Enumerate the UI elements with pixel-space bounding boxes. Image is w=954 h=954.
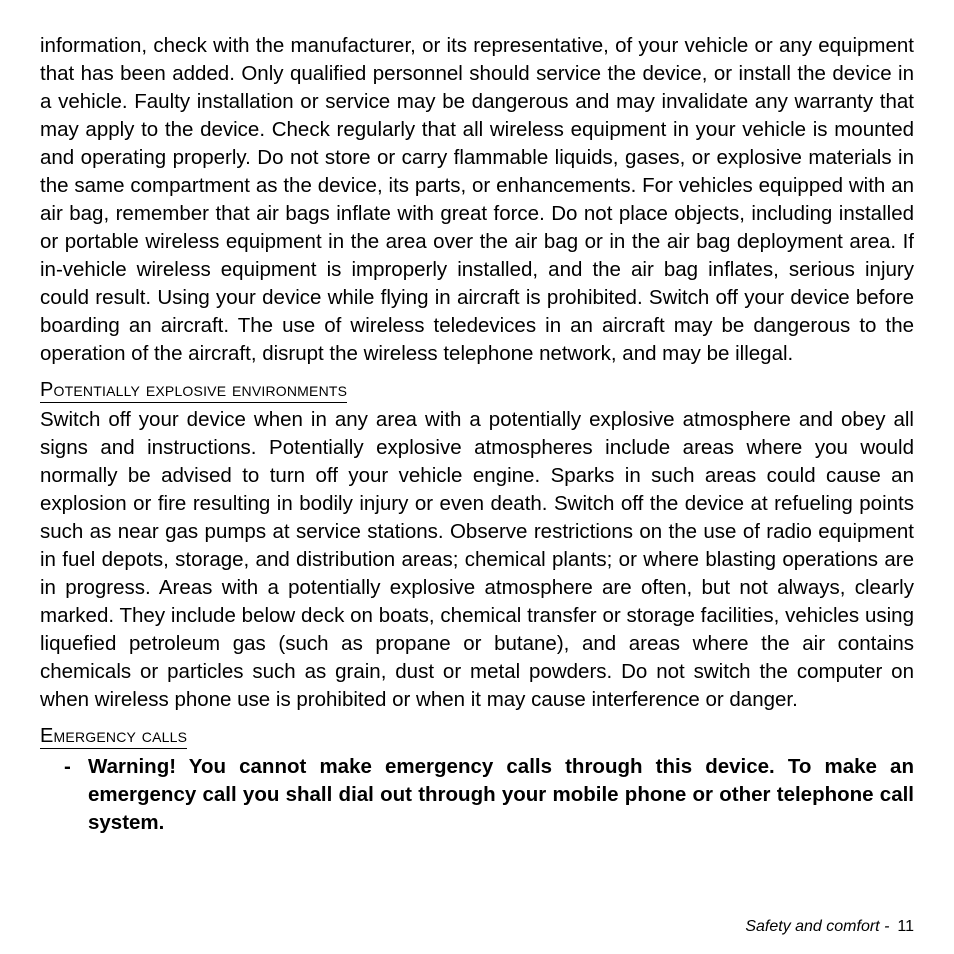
page-footer xyxy=(745,917,914,937)
explosive-environments-paragraph: Switch off your device when in any area with a potentially explosive atmosphere and obey all signs and instructions. Potentially explosive atmospheres include areas where you would normally be advised to turn off your vehicle engine. Sparks in such areas could cause an explosion or fire resulting in bodily injury or even death. Switch off the device at refueling points such as near gas pumps at service stations. Observe restrictions on the use of radio equipment in fuel depots, storage, and distribution areas; chemical plants; or where blasting operations are in progress. Areas with a potentially explosive atmosphere are often, but not always, clearly marked. They include below deck on boats, chemical transfer or storage facilities, vehicles using liquefied petroleum gas (such as propane or butane), and areas where the air contains chemicals or particles such as grain, dust or metal powders. Do not switch the computer on when wireless phone use is prohibited or when it may cause interference or danger. xyxy=(40,408,914,711)
emergency-warning-text: Warning! You cannot make emergency calls through this device. To make an emergency call you shall dial out through your mobile phone or other telephone call system. xyxy=(88,755,914,834)
document-page xyxy=(40,32,914,837)
bullet-dash: - xyxy=(64,755,71,778)
page-number: 11 xyxy=(897,918,914,935)
intro-paragraph: information, check with the manufacturer, or its representative, of your vehicle or any equipment that has been added. Only qualified personnel should service the device, or install the device in a vehicle. Faulty installation or service may be dangerous and may invalidate any warranty that may apply to the device. Check regularly that all wireless equipment in your vehicle is mounted and operating properly. Do not store or carry flammable liquids, gases, or explosive materials in the same compartment as the device, its parts, or enhancements. For vehicles equipped with an air bag, remember that air bags inflate with great force. Do not place objects, including installed or portable wireless equipment in the area over the air bag or in the air bag deployment area. If in-vehicle wireless equipment is improperly installed, and the air bag inflates, serious injury could result. Using your device while flying in aircraft is prohibited. Switch off your device before boarding an aircraft. The use of wireless teledevices in an aircraft may be dangerous to the operation of the aircraft, disrupt the wireless telephone network, and may be illegal. xyxy=(40,34,914,365)
section-heading-wrapper xyxy=(40,379,914,403)
section-heading-explosive-environments: Potentially explosive environments xyxy=(40,379,348,401)
footer-label: Safety and comfort - xyxy=(745,918,890,935)
section-heading-emergency-calls: Emergency calls xyxy=(40,725,188,747)
emergency-warning-item xyxy=(40,753,914,837)
section-heading-wrapper xyxy=(40,725,914,749)
